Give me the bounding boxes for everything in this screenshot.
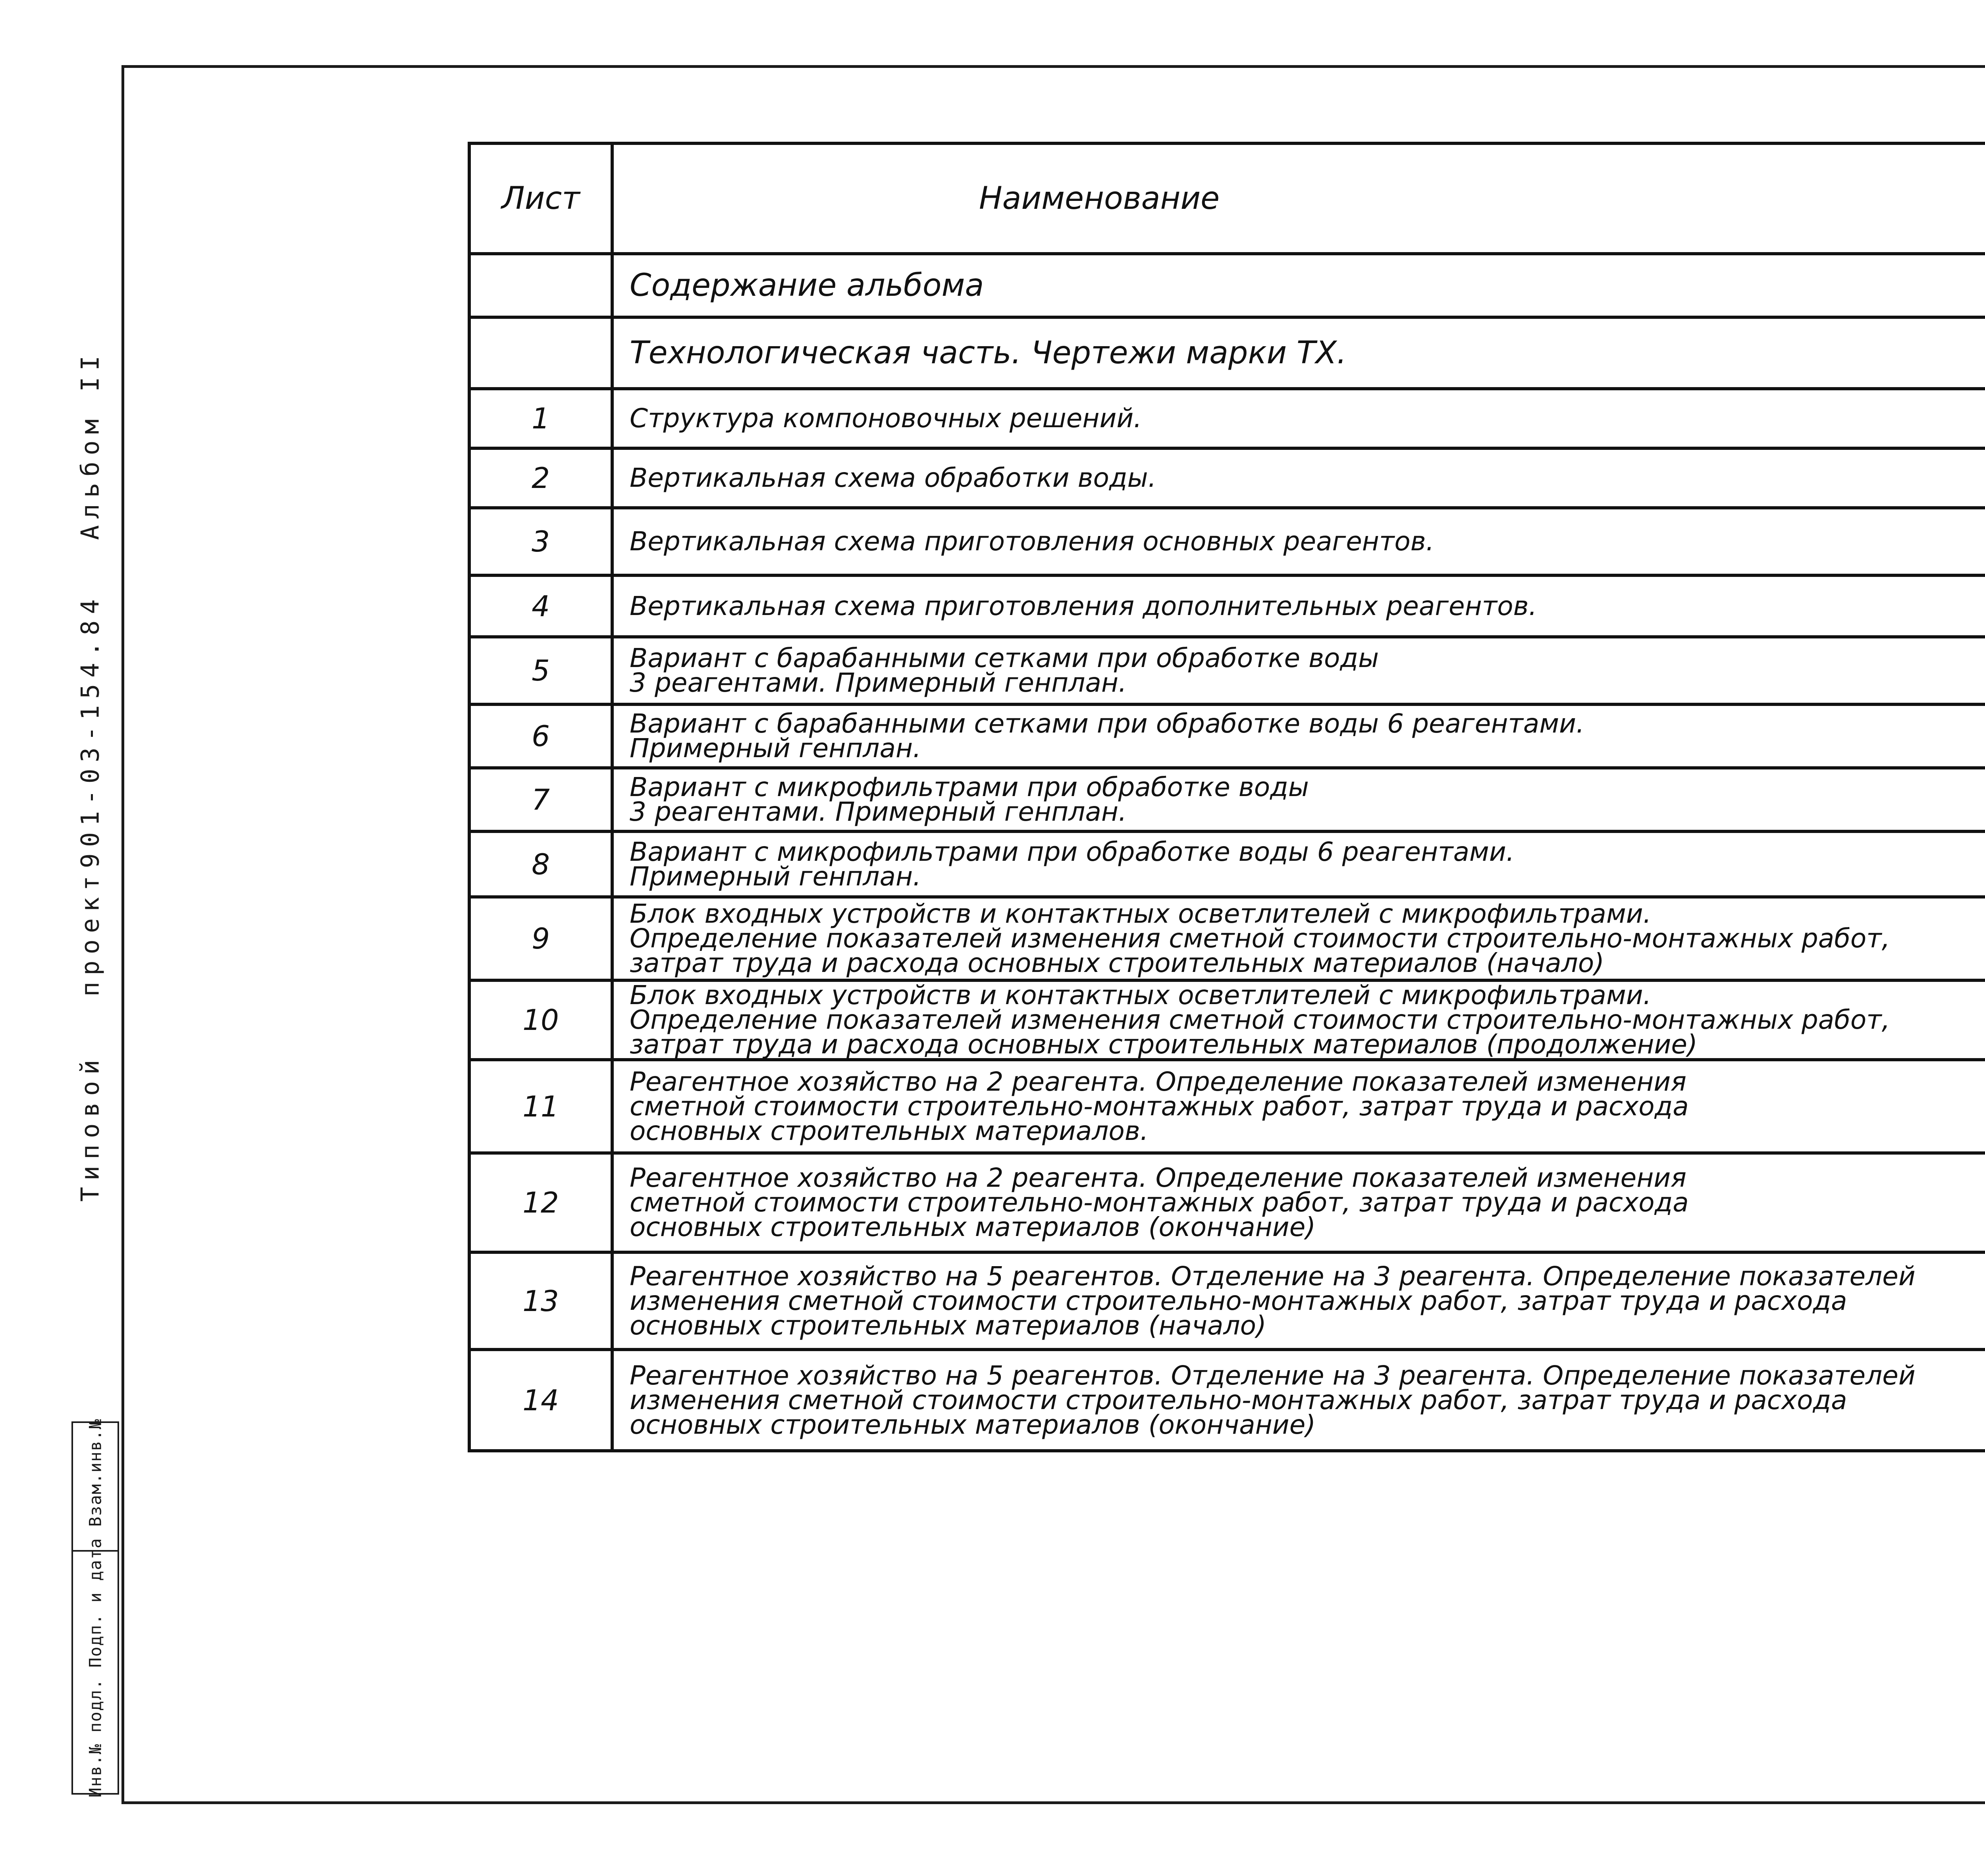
row-sheet-number (469, 254, 612, 317)
row-name-line: Реагентное хозяйство на 2 реагента. Определение показателей изменения (630, 1066, 1686, 1097)
row-name-line: изменения сметной стоимости строительно-монтажных работ, затрат труда и расхода (630, 1285, 1847, 1316)
row-sheet-number: 3 (469, 508, 612, 575)
row-name-line: Примерный генплан. (630, 733, 921, 764)
row-name-line: Вариант с микрофильтрами при обработке воды (630, 772, 1309, 802)
row-name (612, 1350, 1985, 1451)
row-name-line: Примерный генплан. (630, 861, 921, 892)
row-sheet-number: 4 (469, 575, 612, 637)
stamp-text: Инв.№ подл. Подп. и дата Взам.инв.№ (85, 1418, 105, 1798)
table-row (469, 768, 1985, 831)
table-body (469, 254, 1985, 1451)
row-name (612, 831, 1985, 897)
row-name-line: Вариант с барабанными сетками при обработке воды 6 реагентами. (630, 708, 1585, 739)
row-name-line: Реагентное хозяйство на 5 реагентов. Отделение на 3 реагента. Определение показателей (630, 1261, 1916, 1292)
side-type-label: Типовой (75, 1053, 105, 1202)
header-name: Наименование (612, 143, 1985, 254)
row-name-line: затрат труда и расхода основных строительных материалов (начало) (630, 948, 1604, 978)
side-project-number: 901-03-154.84 (75, 593, 105, 868)
album-contents-title (612, 254, 1985, 317)
row-name-line: основных строительных материалов (окончание) (630, 1212, 1316, 1242)
row-sheet-number: 5 (469, 637, 612, 704)
table-row (469, 831, 1985, 897)
section-heading (612, 317, 1985, 389)
table-row (469, 508, 1985, 575)
row-name (612, 768, 1985, 831)
side-album-label: Альбом II (75, 349, 105, 540)
row-name (612, 980, 1985, 1060)
table-row (469, 575, 1985, 637)
row-sheet-number (469, 317, 612, 389)
row-name-line: Технологическая часть. Чертежи марки ТХ. (630, 335, 1347, 371)
row-name (612, 1252, 1985, 1350)
row-name-line: 3 реагентами. Примерный генплан. (630, 667, 1127, 698)
row-sheet-number: 8 (469, 831, 612, 897)
row-name-line: изменения сметной стоимости строительно-монтажных работ, затрат труда и расхода (630, 1384, 1847, 1415)
row-name (612, 704, 1985, 768)
table-row (469, 389, 1985, 448)
table-row (469, 1060, 1985, 1153)
table-row (469, 1350, 1985, 1451)
table-row (469, 704, 1985, 768)
row-sheet-number: 1 (469, 389, 612, 448)
row-name-line: Определение показателей изменения сметной стоимости строительно-монтажных работ, (630, 1005, 1890, 1035)
row-name-line: Структура компоновочных решений. (630, 403, 1142, 434)
table-row (469, 448, 1985, 508)
row-name-line: Вариант с барабанными сетками при обработке воды (630, 643, 1379, 673)
row-name-line: основных строительных материалов. (630, 1115, 1149, 1146)
row-name-line: Определение показателей изменения сметной стоимости строительно-монтажных работ, (630, 923, 1890, 954)
table-row (469, 1252, 1985, 1350)
row-name (612, 1153, 1985, 1252)
row-sheet-number: 11 (469, 1060, 612, 1153)
header-sheet: Лист (469, 143, 612, 254)
registration-stamp (71, 1418, 119, 1798)
row-name-line: основных строительных материалов (окончание) (630, 1409, 1316, 1440)
table-header-row (469, 143, 1985, 254)
row-sheet-number: 2 (469, 448, 612, 508)
row-sheet-number: 13 (469, 1252, 612, 1350)
row-name-line: Вертикальная схема приготовления основных реагентов. (630, 526, 1434, 557)
row-name (612, 508, 1985, 575)
row-name-line: Содержание альбома (630, 268, 984, 303)
row-name (612, 637, 1985, 704)
row-name-line: Реагентное хозяйство на 5 реагентов. Отделение на 3 реагента. Определение показателей (630, 1360, 1916, 1391)
row-sheet-number: 7 (469, 768, 612, 831)
row-name (612, 389, 1985, 448)
table-row (469, 637, 1985, 704)
row-name-line: Блок входных устройств и контактных осветлителей с микрофильтрами. (630, 898, 1652, 929)
row-name (612, 575, 1985, 637)
table-row (469, 980, 1985, 1060)
row-name-line: сметной стоимости строительно-монтажных работ, затрат труда и расхода (630, 1187, 1689, 1218)
row-name-line: Вертикальная схема обработки воды. (630, 463, 1156, 493)
row-name-line: затрат труда и расхода основных строительных материалов (продолжение) (630, 1029, 1698, 1060)
table-row (469, 254, 1985, 317)
row-name-line: 3 реагентами. Примерный генплан. (630, 796, 1127, 827)
row-name-line: Блок входных устройств и контактных осветлителей с микрофильтрами. (630, 980, 1652, 1010)
row-sheet-number: 9 (469, 897, 612, 980)
table-row (469, 897, 1985, 980)
row-name (612, 448, 1985, 508)
side-title-block (68, 349, 112, 1202)
row-name-line: Вертикальная схема приготовления дополнительных реагентов. (630, 590, 1537, 621)
table-row (469, 317, 1985, 389)
row-sheet-number: 6 (469, 704, 612, 768)
table-row (469, 1153, 1985, 1252)
row-sheet-number: 10 (469, 980, 612, 1060)
row-sheet-number: 12 (469, 1153, 612, 1252)
row-name (612, 1060, 1985, 1153)
row-name (612, 897, 1985, 980)
side-project-label: проект (75, 870, 105, 997)
row-name-line: основных строительных материалов (начало) (630, 1310, 1266, 1341)
contents-table (468, 142, 1985, 1452)
row-name-line: сметной стоимости строительно-монтажных работ, затрат труда и расхода (630, 1091, 1689, 1122)
row-name-line: Реагентное хозяйство на 2 реагента. Определение показателей изменения (630, 1163, 1686, 1193)
row-name-line: Вариант с микрофильтрами при обработке воды 6 реагентами. (630, 836, 1515, 867)
row-sheet-number: 14 (469, 1350, 612, 1451)
